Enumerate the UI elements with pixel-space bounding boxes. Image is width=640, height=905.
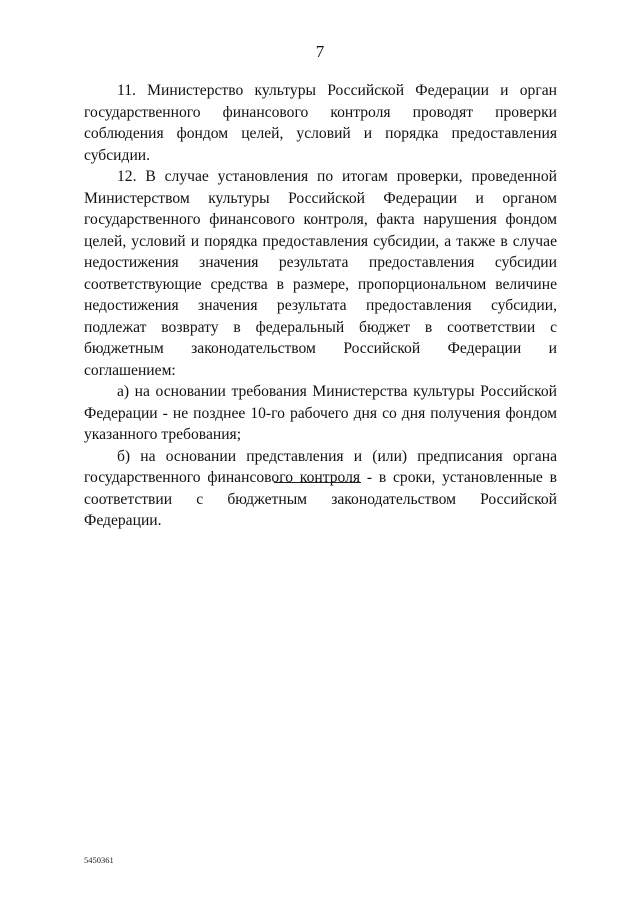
paragraph-11: 11. Министерство культуры Российской Федерации и орган государственного финансового контроля проводят проверки соблюдения фондом целей, условий и порядка предоставления субсидии. bbox=[84, 82, 557, 164]
paragraph-12-a: а) на основании требования Министерства культуры Российской Федерации - не позднее 10-го рабочего дня со дня получения фондом указанного требования; bbox=[84, 383, 557, 443]
end-divider bbox=[274, 482, 361, 483]
paragraph-12-b: б) на основании представления и (или) предписания органа государственного финансового контроля - в сроки, установленные в соответствии с бюджетным законодательством Российской Федерации. bbox=[84, 447, 557, 529]
page-number: 7 bbox=[315, 42, 325, 61]
document-body bbox=[84, 80, 557, 532]
document-code: 5450361 bbox=[84, 855, 114, 865]
paragraph-12: 12. В случае установления по итогам проверки, проведенной Министерством культуры Российской Федерации и органом государственного финансового контроля, факта нарушения фондом целей, условий и порядка предоставления субсидии, а также в случае недостижения значения результата предоставления субсидии соответствующие средства в размере, пропорциональном величине недостижения значения результата предоставления субсидии, подлежат возврату в федеральный бюджет в соответствии с бюджетным законодательством Российской Федерации и соглашением: bbox=[84, 168, 557, 379]
